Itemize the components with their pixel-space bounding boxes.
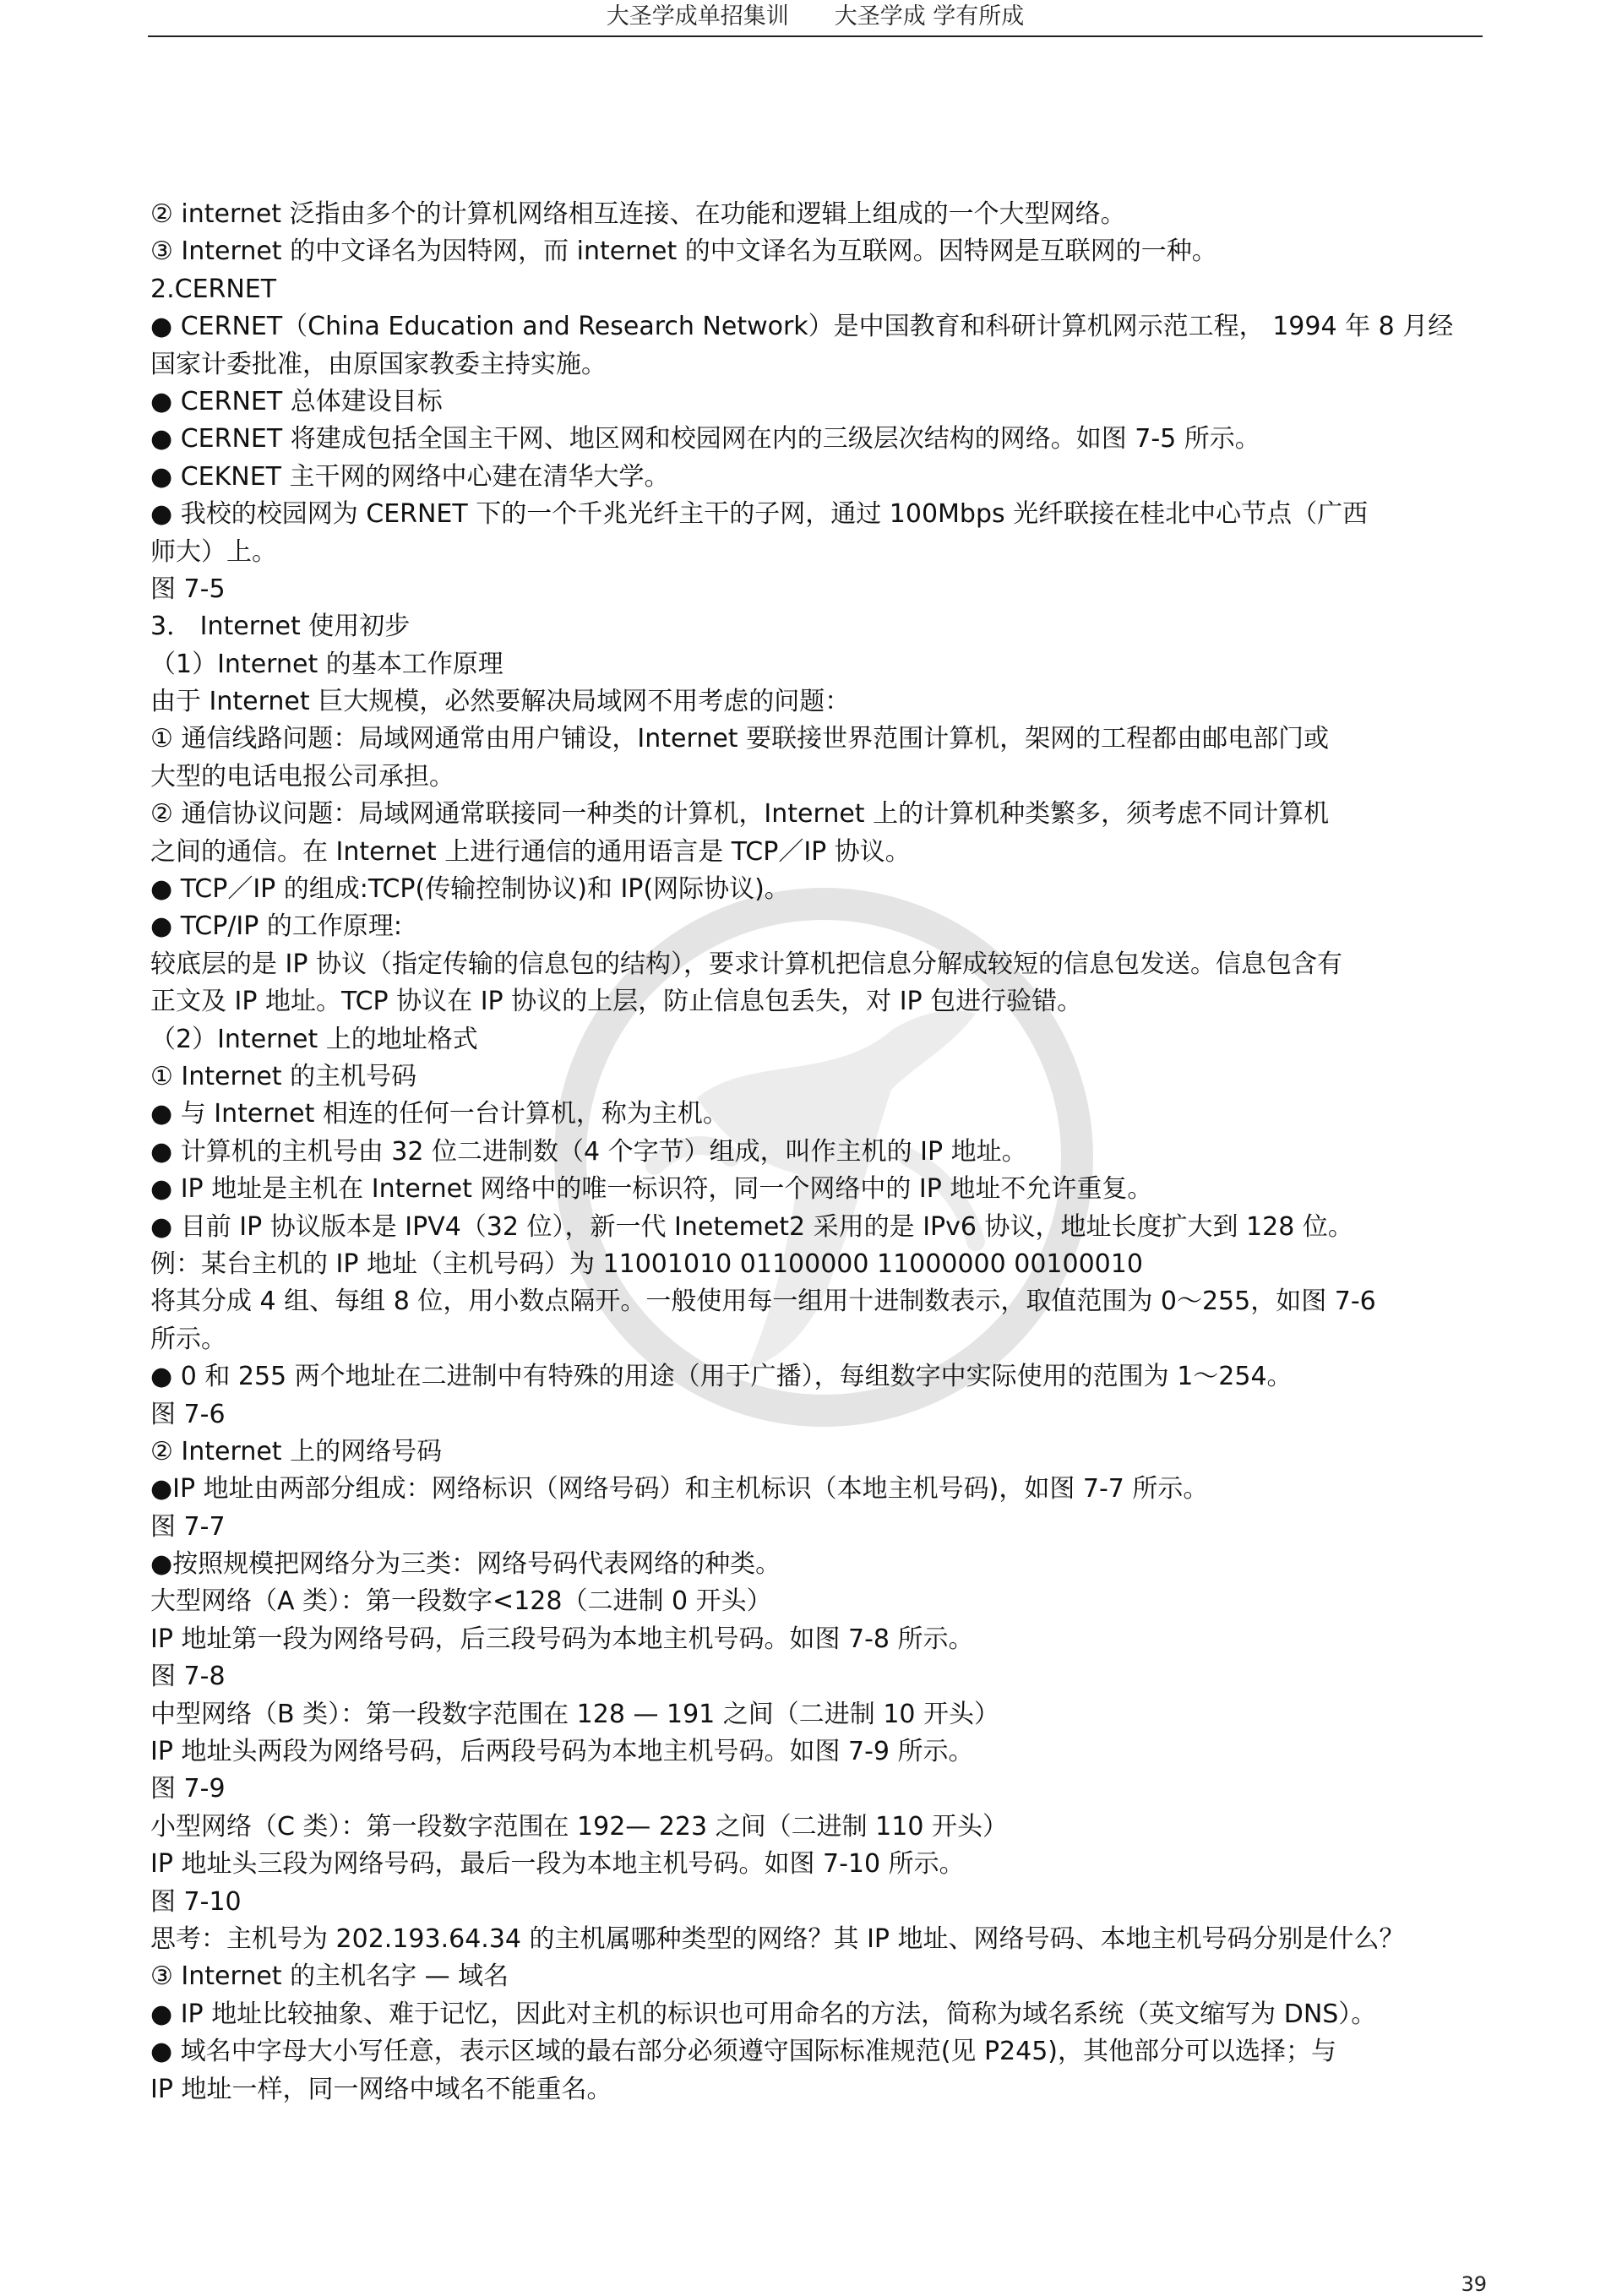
text-line: ● 计算机的主机号由 32 位二进制数（4 个字节）组成，叫作主机的 IP 地址。 — [150, 1136, 1027, 1167]
text-line: ●按照规模把网络分为三类：网络号码代表网络的种类。 — [150, 1549, 781, 1580]
text-line: ③ Internet 的中文译名为因特网，而 internet 的中文译名为互联网。因特网是互联网的一种。 — [150, 237, 1217, 267]
text-line: IP 地址一样，同一网络中域名不能重名。 — [150, 2074, 612, 2104]
text-line: 思考：主机号为 202.193.64.34 的主机属哪种类型的网络？其 IP 地址、网络号码、本地主机号码分别是什么？ — [150, 1923, 1405, 1954]
text-line: ●IP 地址由两部分组成：网络标识（网络号码）和主机标识（本地主机号码)，如图 7-7 所示。 — [150, 1474, 1209, 1504]
figure-caption: 图 7-9 — [150, 1774, 226, 1804]
text-line: ③ Internet 的主机名字 — 域名 — [150, 1961, 509, 1992]
text-line: 中型网络（B 类）：第一段数字范围在 128 — 191 之间（二进制 10 开头） — [150, 1699, 1000, 1729]
text-line: ① Internet 的主机号码 — [150, 1061, 417, 1091]
page-number: 39 — [1461, 2272, 1487, 2296]
text-line: 之间的通信。在 Internet 上进行通信的通用语言是 TCP／IP 协议。 — [150, 836, 911, 867]
text-line: IP 地址第一段为网络号码，后三段号码为本地主机号码。如图 7-8 所示。 — [150, 1624, 974, 1654]
subsection-heading: （1）Internet 的基本工作原理 — [150, 649, 503, 679]
text-line: ● CEKNET 主干网的网络中心建在清华大学。 — [150, 461, 670, 492]
text-line: ● 0 和 255 两个地址在二进制中有特殊的用途（用于广播），每组数字中实际使用的范围为 1～254。 — [150, 1362, 1293, 1392]
text-line: ● 我校的校园网为 CERNET 下的一个千兆光纤主干的子网，通过 100Mbps 光纤联接在桂北中心节点（广西 — [150, 499, 1369, 530]
text-line: ● CERNET（China Education and Research Network）是中国教育和科研计算机网示范工程， 1994 年 8 月经 — [150, 312, 1454, 342]
document-body — [150, 196, 1485, 2108]
text-line: ② 通信协议问题：局域网通常联接同一种类的计算机，Internet 上的计算机种类繁多，须考虑不同计算机 — [150, 799, 1330, 830]
text-line: 大型的电话电报公司承担。 — [150, 761, 454, 792]
text-line: ● 与 Internet 相连的任何一台计算机，称为主机。 — [150, 1099, 728, 1129]
text-line: 正文及 IP 地址。TCP 协议在 IP 协议的上层，防止信息包丢失，对 IP 包进行验错。 — [150, 987, 1083, 1017]
text-line: ① 通信线路问题：局域网通常由用户铺设，Internet 要联接世界范围计算机，架网的工程都由邮电部门或 — [150, 724, 1330, 754]
figure-caption: 图 7-8 — [150, 1662, 226, 1692]
text-line: 国家计委批准，由原国家教委主持实施。 — [150, 349, 607, 379]
text-line: 大型网络（A 类）：第一段数字<128（二进制 0 开头） — [150, 1586, 772, 1617]
figure-caption: 图 7-10 — [150, 1886, 242, 1917]
page-header: 大圣学成单招集训 大圣学成 学有所成 — [148, 0, 1483, 37]
text-line: 由于 Internet 巨大规模，必然要解决局域网不用考虑的问题： — [150, 687, 851, 717]
figure-caption: 图 7-6 — [150, 1399, 226, 1429]
text-line: 所示。 — [150, 1324, 226, 1354]
text-line: ● 目前 IP 协议版本是 IPV4（32 位），新一代 Inetemet2 采用的是 IPv6 协议，地址长度扩大到 128 位。 — [150, 1211, 1353, 1242]
text-line: ● TCP/IP 的工作原理: — [150, 911, 403, 942]
text-line: 师大）上。 — [150, 536, 277, 567]
text-line: 将其分成 4 组、每组 8 位，用小数点隔开。一般使用每一组用十进制数表示，取值范围为 0～255，如图 7-6 — [150, 1287, 1376, 1317]
text-line: ② Internet 上的网络号码 — [150, 1436, 443, 1466]
text-line: 小型网络（C 类）：第一段数字范围在 192— 223 之间（二进制 110 开头） — [150, 1811, 1008, 1842]
text-line: ● CERNET 总体建设目标 — [150, 386, 443, 416]
text-line: ● IP 地址是主机在 Internet 网络中的唯一标识符，同一个网络中的 IP 地址不允许重复。 — [150, 1174, 1153, 1205]
text-line: IP 地址头两段为网络号码，后两段号码为本地主机号码。如图 7-9 所示。 — [150, 1737, 974, 1767]
figure-caption: 图 7-7 — [150, 1511, 226, 1542]
section-heading: 3． Internet 使用初步 — [150, 612, 411, 642]
text-line: ② internet 泛指由多个的计算机网络相互连接、在功能和逻辑上组成的一个大型网络。 — [150, 199, 1126, 229]
text-line: 例：某台主机的 IP 地址（主机号码）为 11001010 01100000 11000000 00100010 — [150, 1249, 1143, 1279]
text-line: ● CERNET 将建成包括全国主干网、地区网和校园网在内的三级层次结构的网络。如图 7-5 所示。 — [150, 424, 1260, 454]
text-line: ● 域名中字母大小写任意，表示区域的最右部分必须遵守国际标准规范(见 P245)，其他部分可以选择；与 — [150, 2037, 1337, 2067]
figure-caption: 图 7-5 — [150, 574, 226, 604]
text-line: ● TCP／IP 的组成:TCP(传输控制协议)和 IP(网际协议)。 — [150, 874, 790, 905]
text-line: ● IP 地址比较抽象、难于记忆，因此对主机的标识也可用命名的方法，简称为域名系统（英文缩写为 DNS）。 — [150, 1999, 1377, 2029]
text-line: 较底层的是 IP 协议（指定传输的信息包的结构），要求计算机把信息分解成较短的信息包发送。信息包含有 — [150, 949, 1343, 979]
subsection-heading: （2）Internet 上的地址格式 — [150, 1024, 478, 1054]
text-line: IP 地址头三段为网络号码，最后一段为本地主机号码。如图 7-10 所示。 — [150, 1849, 965, 1880]
section-heading: 2.CERNET — [150, 274, 277, 304]
